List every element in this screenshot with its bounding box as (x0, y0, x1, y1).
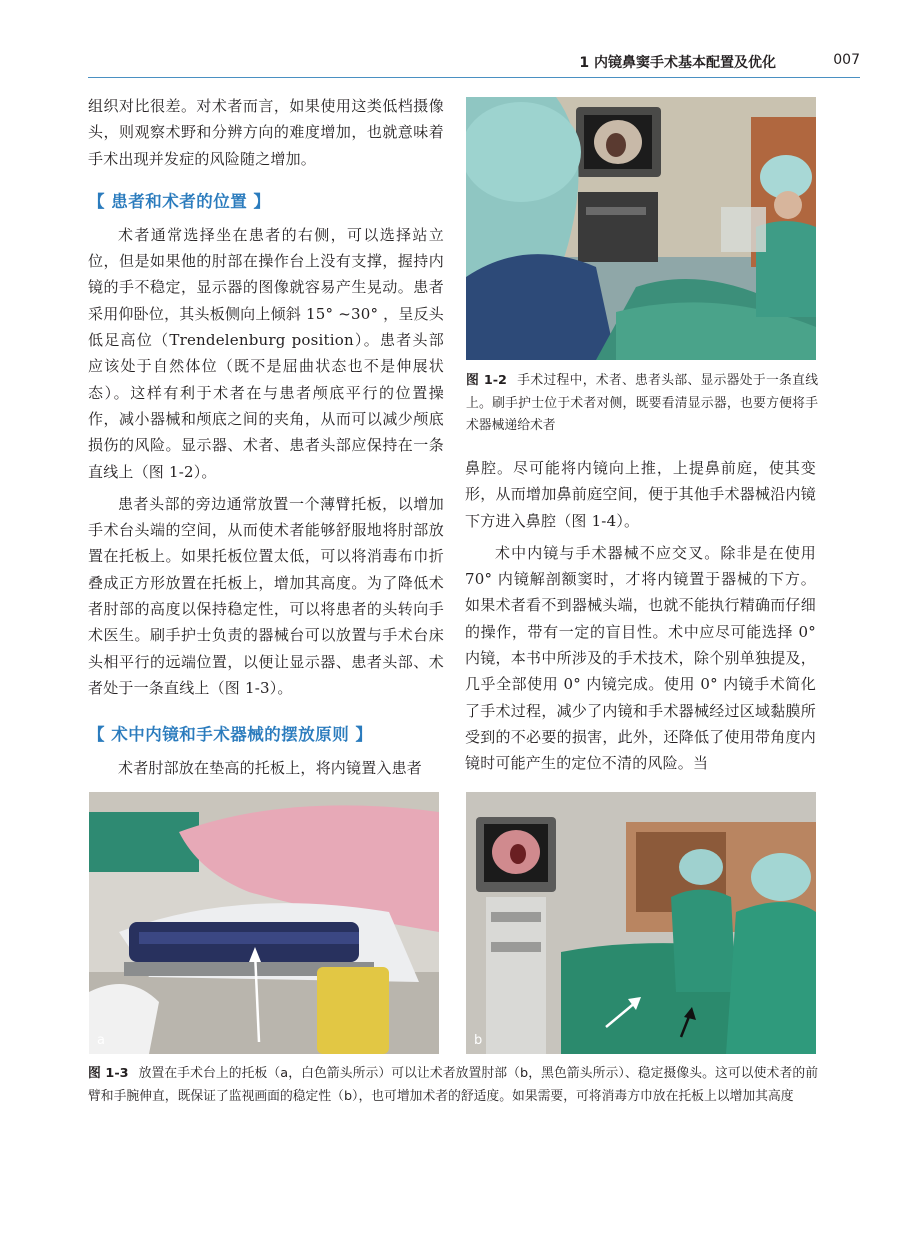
section-heading-positions: 【 患者和术者的位置 】 (88, 191, 271, 211)
header-rule (88, 77, 860, 78)
continued-paragraph: 鼻腔。尽可能将内镜向上推，上提鼻前庭，使其变形，从而增加鼻前庭空间，便于其他手术器械沿内镜下方进入鼻腔（图 1-4）。 (465, 459, 816, 530)
surgeon-elbow-photo (466, 792, 816, 1054)
instruments-paragraph-2: 术中内镜与手术器械不应交叉。除非是在使用 70° 内镜解剖额窦时，才将内镜置于器械的下方。如果术者看不到器械头端，也就不能执行精确而仔细的操作，带有一定的盲目性。术中应尽可能选择 0° 内镜，本书中所涉及的手术技术，除个别单独提及，几乎全部使用 0° 内镜完成。使用 0° 内镜手术简化了手术过程，减少了内镜和手术器械经过区域黏膜所受到的不必要的损害，此外，还降低了使用带角度内镜时可能产生的定位不清的风险。当 (465, 543, 816, 773)
figure-1-3-caption-text: 放置在手术台上的托板（a，白色箭头所示）可以让术者放置肘部（b，黑色箭头所示）、稳定摄像头。这可以使术者的前臂和手腕伸直，既保证了监视画面的稳定性（b），也可增加术者的舒适度。如果需要，可将消毒方巾放在托板上以增加其高度 (88, 1066, 818, 1104)
positions-paragraph-2: 患者头部的旁边通常放置一个薄臂托板，以增加手术台头端的空间，从而使术者能够舒服地将肘部放置在托板上。如果托板位置太低，可以将消毒布巾折叠成正方形放置在托板上，增加其高度。为了降低术者肘部的高度以保持稳定性，可以将患者的头转向手术医生。刷手护士负责的器械台可以放置与手术台床头相平行的远端位置，以便让显示器、患者头部、术者处于一条直线上（图 1-3）。 (88, 494, 444, 697)
figure-1-3a-photo (89, 792, 439, 1054)
panel-a-label: a (97, 1033, 105, 1048)
page-number: 007 (833, 52, 860, 68)
armboard-photo (89, 792, 439, 1054)
left-text-column (88, 93, 444, 782)
figure-1-3b-photo (466, 792, 816, 1054)
positions-paragraph-1: 术者通常选择坐在患者的右侧，可以选择站立位，但是如果他的肘部在操作台上没有支撑，握持内镜的手不稳定，显示器的图像就容易产生晃动。患者采用仰卧位，其头板侧向上倾斜 15° ~30° ，呈反头低足高位（Trendelenburg position）。患者头部应该处于自然体位（既不是屈曲状态也不是伸展状态）。这样有利于术者在与患者颅底平行的位置操作，减小器械和颅底之间的夹角，从而可以减少颅底损伤的风险。显示器、术者、患者头部应保持在一条直线上（图 1-2）。 (88, 225, 444, 481)
operating-room-photo (466, 97, 816, 360)
figure-1-2-photo (466, 97, 816, 360)
intro-paragraph: 组织对比很差。对术者而言，如果使用这类低档摄像头，则观察术野和分辨方向的难度增加，也就意味着手术出现并发症的风险随之增加。 (88, 97, 444, 168)
figure-1-3-number: 图 1-3 (88, 1066, 129, 1081)
right-text-column (465, 455, 816, 777)
chapter-title: 1 内镜鼻窦手术基本配置及优化 (579, 55, 776, 71)
running-header (88, 50, 860, 74)
figure-1-2-caption-text: 手术过程中，术者、患者头部、显示器处于一条直线上。刷手护士位于术者对侧，既要看清显示器，也要方便将手术器械递给术者 (466, 373, 819, 433)
instruments-paragraph-1: 术者肘部放在垫高的托板上，将内镜置入患者 (118, 759, 423, 778)
panel-b-label: b (474, 1033, 483, 1048)
figure-1-2-caption (466, 370, 818, 438)
figure-1-2-number: 图 1-2 (466, 373, 507, 388)
figure-1-3-caption (88, 1063, 818, 1108)
section-heading-instruments: 【 术中内镜和手术器械的摆放原则 】 (88, 725, 373, 745)
